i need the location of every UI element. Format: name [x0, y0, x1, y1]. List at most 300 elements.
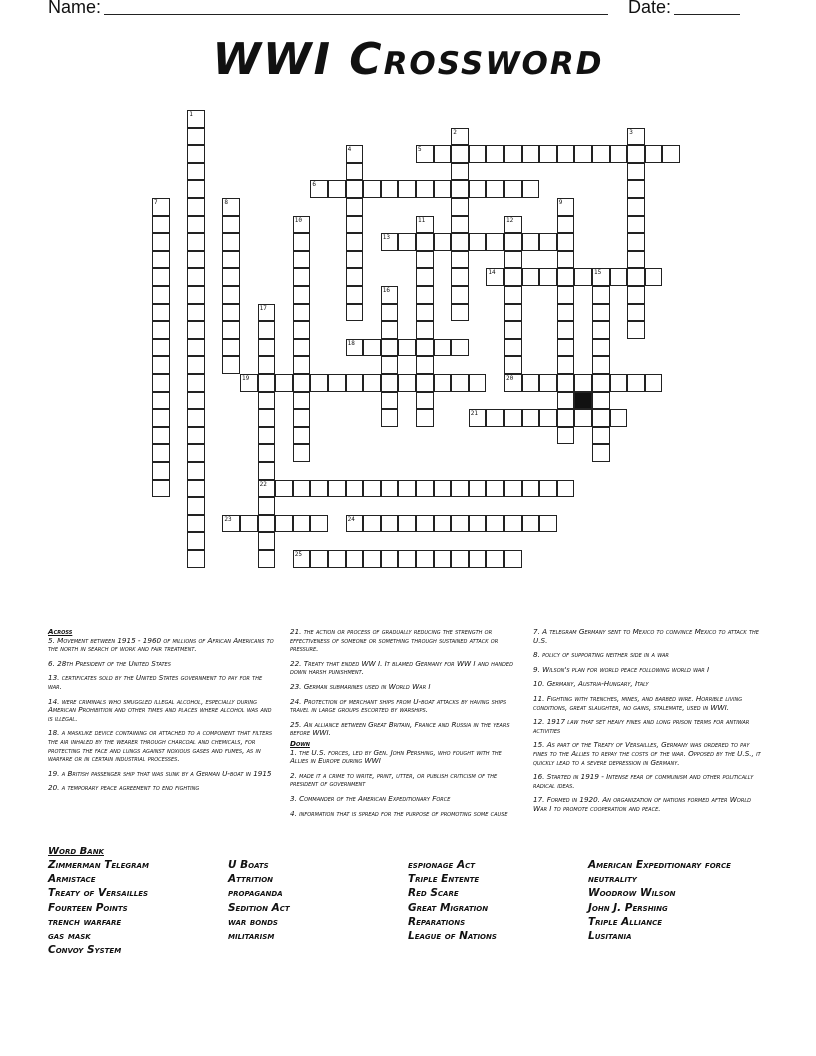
- clue-down: 12. 1917 law that set heavy fines and long prison terms for antiwar activities: [533, 717, 750, 735]
- word-bank-item: gas mask: [48, 929, 91, 942]
- crossword-cell[interactable]: [222, 339, 240, 357]
- crossword-cell[interactable]: [451, 480, 469, 498]
- crossword-cell[interactable]: [187, 444, 205, 462]
- clue-down: 3. Commander of the American Expeditionary Force: [290, 793, 451, 803]
- crossword-cell[interactable]: [627, 321, 645, 339]
- crossword-cell[interactable]: [152, 409, 170, 427]
- crossword-cell[interactable]: [451, 163, 469, 181]
- crossword-cell[interactable]: [522, 409, 540, 427]
- crossword-cell[interactable]: [152, 462, 170, 480]
- crossword-cell[interactable]: [434, 145, 452, 163]
- crossword-cell[interactable]: [293, 392, 311, 410]
- crossword-cell[interactable]: [592, 427, 610, 445]
- crossword-cell[interactable]: [222, 286, 240, 304]
- crossword-cell[interactable]: [451, 180, 469, 198]
- crossword-cell[interactable]: [152, 356, 170, 374]
- crossword-cell[interactable]: [187, 286, 205, 304]
- crossword-cell[interactable]: [416, 392, 434, 410]
- crossword-cell[interactable]: [522, 180, 540, 198]
- crossword-cell[interactable]: [486, 515, 504, 533]
- crossword-cell[interactable]: [346, 268, 364, 286]
- crossword-cell[interactable]: [258, 532, 276, 550]
- crossword-cell[interactable]: [346, 251, 364, 269]
- crossword-cell[interactable]: [504, 268, 522, 286]
- clues-column-1: [48, 628, 276, 799]
- crossword-cell[interactable]: [346, 550, 364, 568]
- crossword-cell[interactable]: [381, 392, 399, 410]
- crossword-cell[interactable]: [592, 356, 610, 374]
- crossword-cell[interactable]: [187, 515, 205, 533]
- crossword-cell[interactable]: [592, 286, 610, 304]
- word-bank-column: [588, 858, 768, 943]
- crossword-cell[interactable]: [416, 515, 434, 533]
- crossword-cell[interactable]: [522, 515, 540, 533]
- crossword-cell[interactable]: [258, 409, 276, 427]
- clue-number: 9: [558, 199, 563, 206]
- crossword-cell[interactable]: [363, 550, 381, 568]
- crossword-cell[interactable]: [469, 515, 487, 533]
- crossword-cell[interactable]: [187, 532, 205, 550]
- crossword-cell[interactable]: [486, 180, 504, 198]
- crossword-cell[interactable]: [293, 515, 311, 533]
- crossword-cell[interactable]: [469, 374, 487, 392]
- crossword-cell[interactable]: [222, 356, 240, 374]
- crossword-cell[interactable]: [434, 374, 452, 392]
- crossword-black-cell: [574, 392, 592, 410]
- crossword-cell[interactable]: [557, 145, 575, 163]
- crossword-cell[interactable]: [557, 233, 575, 251]
- crossword-cell[interactable]: [381, 409, 399, 427]
- crossword-cell[interactable]: [557, 374, 575, 392]
- crossword-cell[interactable]: [293, 268, 311, 286]
- crossword-cell[interactable]: [451, 268, 469, 286]
- crossword-cell[interactable]: [610, 268, 628, 286]
- crossword-cell[interactable]: [645, 268, 663, 286]
- crossword-cell[interactable]: [504, 480, 522, 498]
- crossword-cell[interactable]: [152, 268, 170, 286]
- crossword-cell[interactable]: [363, 374, 381, 392]
- word-bank-item: neutrality: [588, 873, 637, 886]
- crossword-cell[interactable]: [293, 286, 311, 304]
- crossword-cell[interactable]: [187, 233, 205, 251]
- crossword-cell[interactable]: [592, 321, 610, 339]
- crossword-cell[interactable]: [346, 374, 364, 392]
- crossword-cell[interactable]: [222, 216, 240, 234]
- crossword-cell[interactable]: [592, 409, 610, 427]
- crossword-cell[interactable]: [310, 515, 328, 533]
- crossword-cell[interactable]: [451, 374, 469, 392]
- crossword-cell[interactable]: [398, 233, 416, 251]
- crossword-cell[interactable]: [416, 180, 434, 198]
- crossword-cell[interactable]: [504, 233, 522, 251]
- crossword-cell[interactable]: [258, 356, 276, 374]
- crossword-cell[interactable]: [258, 444, 276, 462]
- crossword-cell[interactable]: [258, 392, 276, 410]
- crossword-cell[interactable]: [469, 145, 487, 163]
- crossword-cell[interactable]: [416, 480, 434, 498]
- word-bank-item: Reparations: [408, 915, 466, 928]
- crossword-cell[interactable]: [258, 339, 276, 357]
- crossword-cell[interactable]: [416, 339, 434, 357]
- crossword-cell[interactable]: [416, 321, 434, 339]
- crossword-cell[interactable]: [451, 304, 469, 322]
- crossword-cell[interactable]: [627, 374, 645, 392]
- crossword-cell[interactable]: [152, 480, 170, 498]
- crossword-cell[interactable]: [328, 180, 346, 198]
- crossword-cell[interactable]: [398, 550, 416, 568]
- word-bank-item: Red Scare: [408, 887, 459, 900]
- crossword-cell[interactable]: [293, 233, 311, 251]
- crossword-cell[interactable]: [574, 268, 592, 286]
- word-bank-item: Triple Alliance: [588, 915, 663, 928]
- crossword-cell[interactable]: [346, 163, 364, 181]
- crossword-cell[interactable]: [363, 180, 381, 198]
- crossword-cell[interactable]: [328, 374, 346, 392]
- crossword-cell[interactable]: [486, 550, 504, 568]
- crossword-cell[interactable]: [187, 198, 205, 216]
- crossword-cell[interactable]: [434, 339, 452, 357]
- crossword-cell[interactable]: [187, 427, 205, 445]
- clue-number: 8: [224, 199, 229, 206]
- crossword-cell[interactable]: [187, 339, 205, 357]
- crossword-cell[interactable]: [504, 339, 522, 357]
- crossword-cell[interactable]: [557, 392, 575, 410]
- crossword-cell[interactable]: [152, 286, 170, 304]
- crossword-cell[interactable]: [434, 480, 452, 498]
- crossword-cell[interactable]: [434, 515, 452, 533]
- word-bank-column: [48, 858, 228, 957]
- crossword-cell[interactable]: [451, 145, 469, 163]
- crossword-cell[interactable]: [187, 409, 205, 427]
- crossword-cell[interactable]: [539, 480, 557, 498]
- crossword-cell[interactable]: [187, 268, 205, 286]
- crossword-cell[interactable]: [522, 233, 540, 251]
- word-bank-item: war bonds: [228, 915, 278, 928]
- clue-across: 18. a masklike device containing or attached to a component that filters the air inhaled by the wearer through charcoal and chemicals, for protecting the face and lungs against noxious gases and fumes, as in warfare or in certain industrial processes.: [48, 728, 273, 764]
- crossword-cell[interactable]: [504, 409, 522, 427]
- crossword-cell[interactable]: [627, 145, 645, 163]
- crossword-cell[interactable]: [293, 339, 311, 357]
- word-bank-item: militarism: [228, 929, 275, 942]
- crossword-cell[interactable]: [381, 180, 399, 198]
- crossword-cell[interactable]: [557, 356, 575, 374]
- crossword-cell[interactable]: [293, 304, 311, 322]
- crossword-cell[interactable]: [539, 515, 557, 533]
- crossword-cell[interactable]: [346, 180, 364, 198]
- crossword-cell[interactable]: [557, 304, 575, 322]
- page-title: WWI Crossword: [212, 34, 604, 85]
- crossword-cell[interactable]: [434, 233, 452, 251]
- crossword-cell[interactable]: [187, 480, 205, 498]
- crossword-cell[interactable]: [627, 268, 645, 286]
- crossword-cell[interactable]: [275, 374, 293, 392]
- crossword-cell[interactable]: [346, 304, 364, 322]
- crossword-cell[interactable]: [592, 392, 610, 410]
- crossword-cell[interactable]: [363, 480, 381, 498]
- crossword-cell[interactable]: [627, 216, 645, 234]
- crossword-cell[interactable]: [416, 550, 434, 568]
- crossword-cell[interactable]: [258, 497, 276, 515]
- crossword-cell[interactable]: [328, 550, 346, 568]
- crossword-cell[interactable]: [434, 180, 452, 198]
- crossword-cell[interactable]: [469, 180, 487, 198]
- clue-number: 20: [506, 375, 514, 382]
- crossword-cell[interactable]: [187, 180, 205, 198]
- crossword-cell[interactable]: [222, 304, 240, 322]
- crossword-cell[interactable]: [363, 339, 381, 357]
- clue-number: 10: [294, 216, 303, 224]
- crossword-cell[interactable]: [557, 216, 575, 234]
- crossword-cell[interactable]: [346, 198, 364, 216]
- clue-across: 19. a British passenger ship that was sunk by a German U-boat in 1915: [48, 768, 272, 778]
- crossword-cell[interactable]: [152, 216, 170, 234]
- crossword-cell[interactable]: [293, 321, 311, 339]
- clue-down: 17. Formed in 1920. An organization of nations formed after World War I to promote cooperation and peace.: [533, 795, 751, 813]
- crossword-cell[interactable]: [187, 392, 205, 410]
- crossword-cell[interactable]: [486, 480, 504, 498]
- crossword-cell[interactable]: [398, 480, 416, 498]
- crossword-cell[interactable]: [187, 251, 205, 269]
- word-bank-item: Lusitania: [588, 929, 632, 942]
- crossword-cell[interactable]: [504, 515, 522, 533]
- crossword-cell[interactable]: [187, 550, 205, 568]
- crossword-cell[interactable]: [451, 286, 469, 304]
- word-bank-item: Attrition: [228, 873, 274, 886]
- clue-number: 11: [418, 216, 426, 224]
- crossword-cell[interactable]: [258, 321, 276, 339]
- crossword-cell[interactable]: [627, 198, 645, 216]
- crossword-cell[interactable]: [187, 163, 205, 181]
- crossword-cell[interactable]: [574, 145, 592, 163]
- crossword-cell[interactable]: [574, 409, 592, 427]
- crossword-cell[interactable]: [469, 233, 487, 251]
- clue-number: 13: [382, 234, 391, 242]
- crossword-cell[interactable]: [627, 233, 645, 251]
- crossword-cell[interactable]: [504, 550, 522, 568]
- crossword-cell[interactable]: [522, 268, 540, 286]
- crossword-cell[interactable]: [469, 550, 487, 568]
- crossword-cell[interactable]: [504, 286, 522, 304]
- crossword-cell[interactable]: [187, 497, 205, 515]
- crossword-cell[interactable]: [381, 304, 399, 322]
- crossword-cell[interactable]: [328, 480, 346, 498]
- crossword-cell[interactable]: [293, 356, 311, 374]
- crossword-cell[interactable]: [610, 409, 628, 427]
- crossword-cell[interactable]: [416, 233, 434, 251]
- crossword-cell[interactable]: [504, 251, 522, 269]
- crossword-cell[interactable]: [486, 233, 504, 251]
- word-bank-item: Sedition Act: [228, 901, 290, 914]
- crossword-cell[interactable]: [662, 145, 680, 163]
- crossword-cell[interactable]: [469, 480, 487, 498]
- crossword-cell[interactable]: [557, 409, 575, 427]
- crossword-cell[interactable]: [152, 304, 170, 322]
- crossword-cell[interactable]: [451, 550, 469, 568]
- crossword-cell[interactable]: [504, 321, 522, 339]
- crossword-cell[interactable]: [557, 286, 575, 304]
- crossword-cell[interactable]: [486, 409, 504, 427]
- clues-column-2: [290, 628, 518, 824]
- crossword-cell[interactable]: [152, 321, 170, 339]
- word-bank-item: John J. Pershing: [588, 901, 668, 914]
- crossword-cell[interactable]: [381, 321, 399, 339]
- crossword-cell[interactable]: [222, 251, 240, 269]
- word-bank-item: trench warfare: [48, 915, 122, 928]
- crossword-cell[interactable]: [187, 128, 205, 146]
- crossword-cell[interactable]: [258, 427, 276, 445]
- crossword-cell[interactable]: [222, 321, 240, 339]
- crossword-cell[interactable]: [557, 268, 575, 286]
- crossword-cell[interactable]: [539, 409, 557, 427]
- word-bank-item: propaganda: [228, 887, 283, 900]
- crossword-cell[interactable]: [416, 251, 434, 269]
- crossword-cell[interactable]: [152, 233, 170, 251]
- crossword-cell[interactable]: [398, 374, 416, 392]
- crossword-cell[interactable]: [381, 374, 399, 392]
- word-bank-item: espionage Act: [408, 859, 476, 871]
- crossword-cell[interactable]: [346, 286, 364, 304]
- crossword-cell[interactable]: [451, 216, 469, 234]
- clue-number: 25: [294, 551, 303, 558]
- crossword-cell[interactable]: [451, 515, 469, 533]
- crossword-cell[interactable]: [152, 427, 170, 445]
- crossword-cell[interactable]: [187, 321, 205, 339]
- crossword-cell[interactable]: [451, 233, 469, 251]
- crossword-cell[interactable]: [416, 374, 434, 392]
- crossword-cell[interactable]: [504, 356, 522, 374]
- crossword-cell[interactable]: [451, 198, 469, 216]
- crossword-cell[interactable]: [592, 304, 610, 322]
- crossword-cell[interactable]: [346, 480, 364, 498]
- crossword-cell[interactable]: [363, 515, 381, 533]
- crossword-cell[interactable]: [187, 304, 205, 322]
- crossword-cell[interactable]: [293, 251, 311, 269]
- crossword-cell[interactable]: [539, 145, 557, 163]
- word-bank-item: Convoy System: [48, 944, 122, 957]
- crossword-cell[interactable]: [522, 480, 540, 498]
- crossword-cell[interactable]: [522, 145, 540, 163]
- crossword-cell[interactable]: [222, 233, 240, 251]
- crossword-cell[interactable]: [557, 427, 575, 445]
- crossword-cell[interactable]: [557, 251, 575, 269]
- crossword-cell[interactable]: [539, 374, 557, 392]
- crossword-cell[interactable]: [557, 339, 575, 357]
- crossword-cell[interactable]: [627, 304, 645, 322]
- crossword-cell[interactable]: [610, 374, 628, 392]
- crossword-cell[interactable]: [381, 356, 399, 374]
- crossword-cell[interactable]: [627, 251, 645, 269]
- crossword-cell[interactable]: [187, 374, 205, 392]
- crossword-cell[interactable]: [592, 444, 610, 462]
- crossword-cell[interactable]: [187, 145, 205, 163]
- crossword-cell[interactable]: [275, 480, 293, 498]
- clue-number: 19: [242, 375, 250, 382]
- name-label: Name:: [48, 0, 102, 17]
- crossword-cell[interactable]: [504, 304, 522, 322]
- crossword-cell[interactable]: [557, 321, 575, 339]
- crossword-cell[interactable]: [310, 480, 328, 498]
- crossword-cell[interactable]: [416, 268, 434, 286]
- crossword-cell[interactable]: [416, 304, 434, 322]
- crossword-cell[interactable]: [293, 444, 311, 462]
- crossword-cell[interactable]: [152, 444, 170, 462]
- crossword-cell[interactable]: [592, 145, 610, 163]
- crossword-cell[interactable]: [416, 356, 434, 374]
- crossword-cell[interactable]: [258, 462, 276, 480]
- crossword-cell[interactable]: [258, 550, 276, 568]
- crossword-cell[interactable]: [381, 550, 399, 568]
- crossword-cell[interactable]: [451, 251, 469, 269]
- word-bank-item: League of Nations: [408, 929, 497, 942]
- clue-down: 15. As part of the Treaty of Versailles, Germany was ordered to pay fines to the Allies to repay the costs of the war. Opposed by the U.S., it quickly lead to a severe depression in Germany.: [533, 740, 761, 767]
- crossword-cell[interactable]: [187, 462, 205, 480]
- crossword-cell[interactable]: [310, 550, 328, 568]
- crossword-cell[interactable]: [310, 374, 328, 392]
- crossword-cell[interactable]: [627, 163, 645, 181]
- crossword-cell[interactable]: [293, 409, 311, 427]
- crossword-cell[interactable]: [434, 550, 452, 568]
- clues-column-3: [533, 628, 761, 820]
- crossword-cell[interactable]: [504, 180, 522, 198]
- crossword-cell[interactable]: [258, 374, 276, 392]
- crossword-cell[interactable]: [522, 374, 540, 392]
- crossword-cell[interactable]: [539, 233, 557, 251]
- crossword-cell[interactable]: [381, 515, 399, 533]
- crossword-cell[interactable]: [645, 145, 663, 163]
- crossword-cell[interactable]: [222, 268, 240, 286]
- crossword-cell[interactable]: [293, 427, 311, 445]
- crossword-cell[interactable]: [557, 480, 575, 498]
- crossword-cell[interactable]: [258, 515, 276, 533]
- crossword-cell[interactable]: [592, 339, 610, 357]
- date-label: Date:: [628, 0, 672, 17]
- word-bank-item: Woodrow Wilson: [588, 887, 676, 900]
- crossword-cell[interactable]: [152, 392, 170, 410]
- crossword-cell[interactable]: [645, 374, 663, 392]
- crossword-cell[interactable]: [592, 374, 610, 392]
- crossword-cell[interactable]: [539, 268, 557, 286]
- crossword-cell[interactable]: [451, 339, 469, 357]
- crossword-cell[interactable]: [152, 374, 170, 392]
- crossword-cell[interactable]: [381, 339, 399, 357]
- crossword-cell[interactable]: [293, 480, 311, 498]
- crossword-cell[interactable]: [152, 339, 170, 357]
- crossword-cell[interactable]: [416, 286, 434, 304]
- crossword-cell[interactable]: [381, 480, 399, 498]
- crossword-cell[interactable]: [627, 286, 645, 304]
- crossword-cell[interactable]: [346, 216, 364, 234]
- crossword-cell[interactable]: [416, 409, 434, 427]
- crossword-cell[interactable]: [187, 216, 205, 234]
- crossword-cell[interactable]: [504, 145, 522, 163]
- crossword-cell[interactable]: [275, 515, 293, 533]
- crossword-cell[interactable]: [610, 145, 628, 163]
- clue-down: 9. Wilson's plan for world peace following world war I: [533, 664, 710, 674]
- crossword-cell[interactable]: [240, 515, 258, 533]
- crossword-cell[interactable]: [398, 339, 416, 357]
- clue-number: 17: [259, 304, 267, 312]
- crossword-cell[interactable]: [627, 180, 645, 198]
- crossword-cell[interactable]: [346, 233, 364, 251]
- crossword-cell[interactable]: [574, 374, 592, 392]
- crossword-cell[interactable]: [486, 145, 504, 163]
- clue-across: 6. 28th President of the United States: [48, 658, 171, 668]
- crossword-cell[interactable]: [293, 374, 311, 392]
- crossword-cell[interactable]: [398, 180, 416, 198]
- crossword-cell[interactable]: [187, 356, 205, 374]
- crossword-cell[interactable]: [152, 251, 170, 269]
- crossword-cell[interactable]: [398, 515, 416, 533]
